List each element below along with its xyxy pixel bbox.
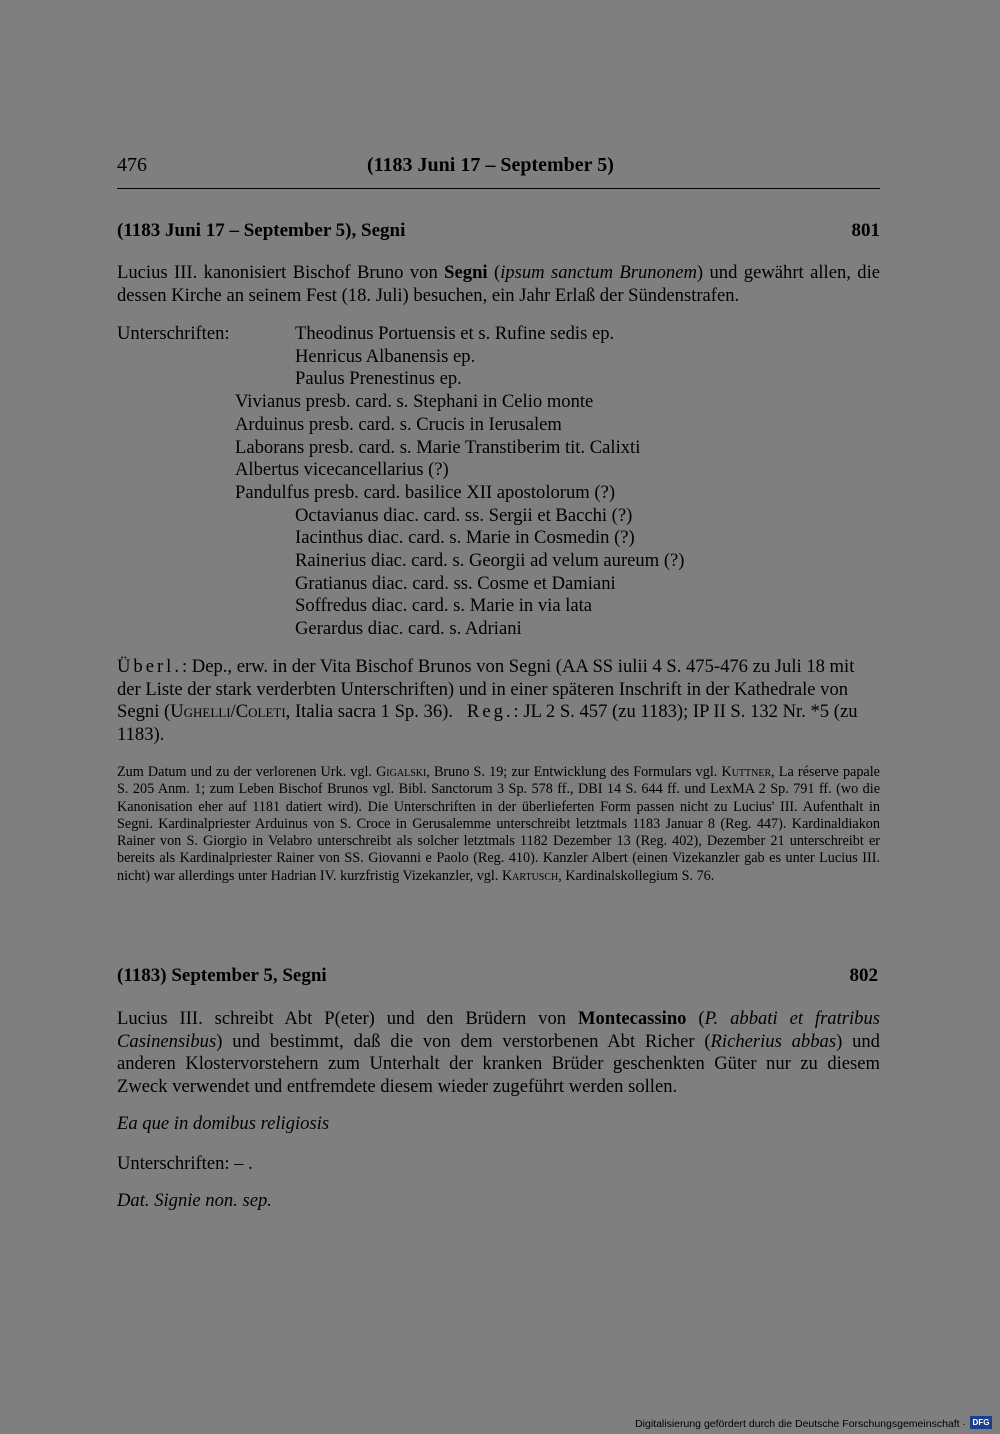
entry-801-signatures-label: Unterschriften: [117,323,230,344]
entry-801-regest: Lucius III. kanonisiert Bischof Bruno von Segni (ipsum sanctum Brunonem) und gewährt allen, die dessen Kirche an seinem Fest (18. Juli) besuchen, ein Jahr Erlaß der Sündenstrafen. [117,262,881,306]
signature-line: Arduinus presb. card. s. Crucis in Ierusalem [235,413,562,435]
entry-801-number: 801 [851,220,880,241]
entry-802-regest: Lucius III. schreibt Abt P(eter) und den Brüdern von Montecassino (P. abbati et fratribus Casinensibus) und bestimmt, daß die von dem verstorbenen Abt Richer (Richerius abbas) und anderen Klostervorstehern zum Unterhalt der kranken Brüder geschenkten Güter nur zu diesem Zweck verwendet und entfremdete diesem wieder zugeführt werden sollen. [117,1008,881,1097]
signature-line: Gerardus diac. card. s. Adriani [295,618,522,640]
dfg-logo: DFG [970,1416,992,1429]
header-rule [117,188,880,189]
signature-line: Soffredus diac. card. s. Marie in via lata [295,595,593,617]
entry-802-incipit: Ea que in domibus religiosis [117,1113,330,1134]
signature-line: Henricus Albanensis ep. [295,345,476,367]
signature-line: Gratianus diac. card. ss. Cosme et Damiani [295,572,616,594]
entry-802-heading: (1183) September 5, Segni [117,965,327,986]
signature-line: Paulus Prenestinus ep. [295,368,462,390]
signature-line: Theodinus Portuensis et s. Rufine sedis ep. [295,323,615,344]
entry-801-commentary: Zum Datum und zu der verlorenen Urk. vgl. Gigalski, Bruno S. 19; zur Entwicklung des Formulars vgl. Kuttner, La réserve papale S. 205 Anm. 1; zum Leben Bischof Brunos vgl. Bibl. Sanctorum 3 Sp. 578 ff., DBI 14 S. 644 ff. und LexMA 2 Sp. 791 ff. (wo die Kanonisation eher auf 1181 datiert wird). Die Unterschriften in der überlieferten Form passen nicht zu Lucius' III. Aufenthalt in Segni. Kardinalpriester Arduinus von S. Croce in Gerusalemme unterschreibt letztmals 1183 Januar 8 (Reg. 447). Kardinaldiakon Rainer von S. Giorgio in Velabro unterschreibt als solcher letztmals 1182 Dezember 13 (Reg. 402), Dezember 21 unterschreibt er bereits als Kardinalpriester Rainer von SS. Giovanni e Paolo (Reg. 410). Kanzler Albert (einen Vizekanzler gab es unter Lucius III. nicht) war allerdings unter Hadrian IV. kurzfristig Vizekanzler, vgl. Kartusch, Kardinalskollegium S. 76. [117,764,880,884]
entry-802-number: 802 [849,965,878,986]
signature-line: Laborans presb. card. s. Marie Transtiberim tit. Calixti [235,436,641,458]
page-number: 476 [117,154,147,176]
entry-801-tradition: Überl.: Dep., erw. in der Vita Bischof Brunos von Segni (AA SS iulii 4 S. 475-476 zu Juli 18 mit der Liste der stark verderbten Unterschriften) und in einer späteren Inschrift in der Kathedrale von Segni (Ughelli/Coleti, Italia sacra 1 Sp. 36). Reg.: JL 2 S. 457 (zu 1183); IP II S. 132 Nr. *5 (zu 1183). [117,656,858,745]
signature-line: Octavianus diac. card. ss. Sergii et Bacchi (?) [295,504,633,526]
running-head: (1183 Juni 17 – September 5) [367,154,614,176]
entry-802-datum: Dat. Signie non. sep. [117,1190,272,1211]
signature-line: Pandulfus presb. card. basilice XII apostolorum (?) [235,481,616,503]
signature-line: Rainerius diac. card. s. Georgii ad velum aureum (?) [295,550,685,571]
digitization-credit: Digitalisierung gefördert durch die Deutsche Forschungsgemeinschaft · [635,1418,966,1430]
signature-line: Vivianus presb. card. s. Stephani in Celio monte [235,391,594,413]
signature-line: Iacinthus diac. card. s. Marie in Cosmedin (?) [295,527,635,549]
signature-line: Albertus vicecancellarius (?) [235,459,449,481]
entry-802-signatures: Unterschriften: – . [117,1153,253,1174]
entry-801-heading: (1183 Juni 17 – September 5), Segni [117,220,406,241]
